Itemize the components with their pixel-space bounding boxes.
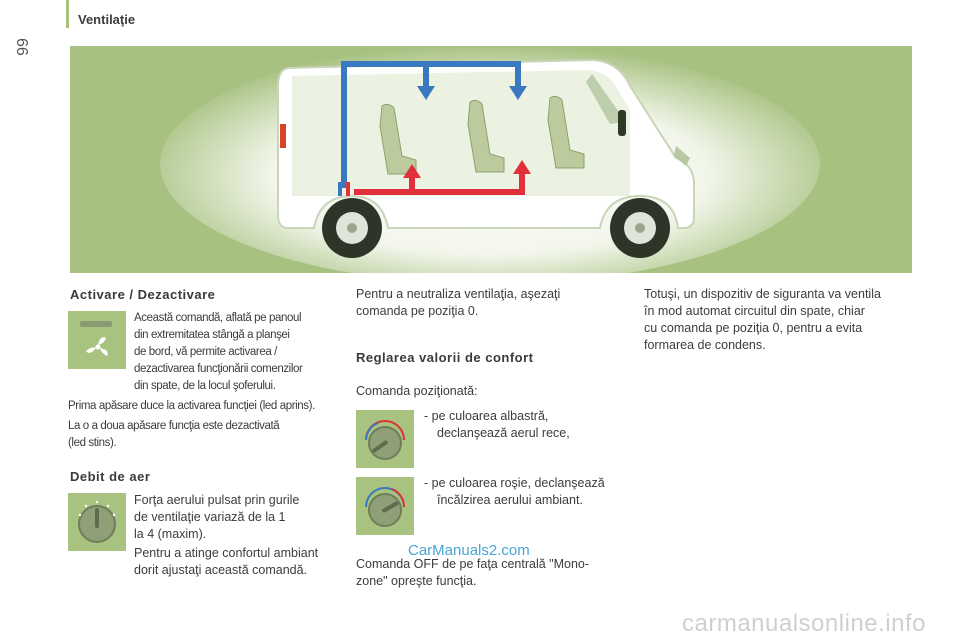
second-press-note <box>68 418 279 452</box>
safety-line: formarea de condens. <box>644 338 766 352</box>
airflow-paragraph-2 <box>134 545 349 579</box>
blue-position-knob-image <box>356 410 414 468</box>
duct-marker-red <box>346 182 350 196</box>
activation-description <box>134 310 344 395</box>
duct-marker-blue <box>338 182 342 196</box>
off-line: Comanda OFF de pe faţa centrală "Mono- <box>356 557 590 571</box>
temperature-knob-red <box>356 477 414 535</box>
activation-switch-image <box>68 311 126 369</box>
red-position-line: încălzirea aerului ambiant. <box>437 493 583 507</box>
blue-position-text <box>424 408 634 442</box>
safety-paragraph <box>644 286 944 354</box>
safety-line: în mod automat circuitul din spate, chiar <box>644 304 865 318</box>
activation-desc-line: dezactivarea funcţionării comenzilor <box>134 363 303 375</box>
red-position-knob-image <box>356 477 414 535</box>
comfort-intro: Comanda poziţionată: <box>356 384 478 398</box>
section-title: Ventilaţie <box>78 12 136 27</box>
airflow-line: de ventilaţie variază de la 1 <box>134 510 286 524</box>
off-paragraph <box>356 556 646 590</box>
airflow-title: Debit de aer <box>70 469 151 484</box>
side-mirror <box>618 110 626 136</box>
blue-position-line: - pe culoarea albastră, <box>424 409 549 423</box>
airflow-knob <box>68 493 126 551</box>
activation-desc-line: de bord, vă permite activarea / <box>134 346 277 358</box>
first-press-note: Prima apăsare duce la activarea funcţiei (led aprins). <box>68 400 315 412</box>
watermark-carmanuals2: CarManuals2.com <box>408 542 530 559</box>
airflow-knob-image <box>68 493 126 551</box>
activation-desc-line: din spate, de la locul şoferului. <box>134 380 276 392</box>
safety-line: Totuşi, un dispozitiv de siguranta va ventila <box>644 287 881 301</box>
fan-icon <box>86 337 108 356</box>
activation-desc-line: Această comandă, aflată pe panoul <box>134 312 302 324</box>
fan-switch <box>68 311 126 369</box>
blue-position-line: declanşează aerul rece, <box>437 426 570 440</box>
safety-line: cu comanda pe poziţia 0, pentru a evita <box>644 321 863 335</box>
neutral-paragraph <box>356 286 626 320</box>
neutral-line: comanda pe poziţia 0. <box>356 304 479 318</box>
temperature-knob-blue <box>356 410 414 468</box>
airflow-line: dorit ajustaţi această comandă. <box>134 563 308 577</box>
comfort-title: Reglarea valorii de confort <box>356 350 534 365</box>
airflow-line: Forţa aerului pulsat prin gurile <box>134 493 300 507</box>
airflow-line: Pentru a atinge confortul ambiant <box>134 546 319 560</box>
van-diagram <box>70 46 912 273</box>
red-position-line: - pe culoarea roşie, declanşează <box>424 476 605 490</box>
section-accent-bar <box>66 0 69 28</box>
activation-desc-line: din extremitatea stângă a planşei <box>134 329 290 341</box>
activation-title: Activare / Dezactivare <box>70 287 216 302</box>
van-ventilation-illustration <box>70 46 912 273</box>
page-number: 66 <box>13 38 30 56</box>
red-position-text <box>424 475 644 509</box>
airflow-line: la 4 (maxim). <box>134 527 207 541</box>
off-line: zone" opreşte funcţia. <box>356 574 477 588</box>
watermark-carmanualsonline: carmanualsonline.info <box>682 610 926 637</box>
second-press-line: (led stins). <box>68 437 117 449</box>
rear-light <box>280 124 286 148</box>
airflow-paragraph-1 <box>134 492 349 543</box>
second-press-line: La o a doua apăsare funcţia este dezactivată <box>68 420 280 432</box>
neutral-line: Pentru a neutraliza ventilaţia, aşezaţi <box>356 287 561 301</box>
